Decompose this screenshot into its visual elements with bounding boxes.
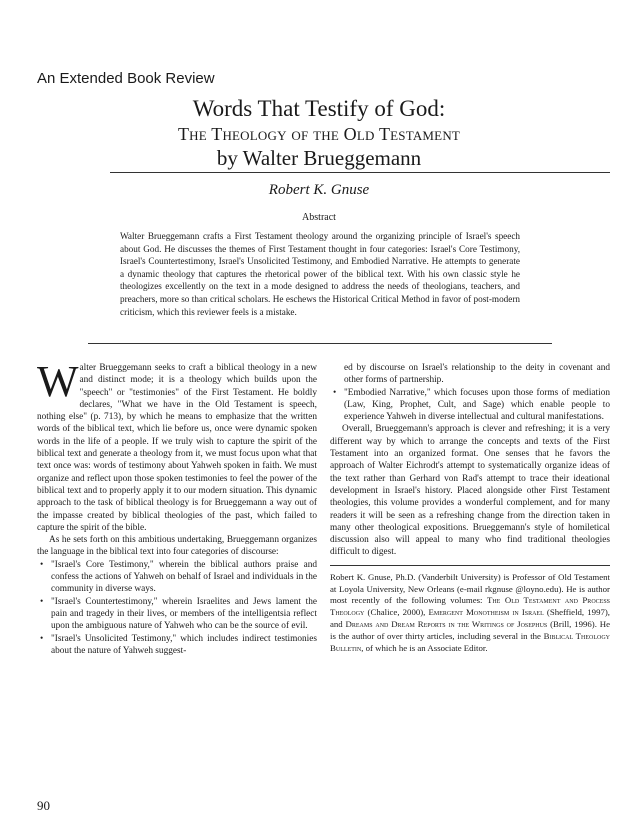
author-name: Robert K. Gnuse xyxy=(268,182,370,198)
book-title: The Old Testament and Process Theology xyxy=(330,595,610,618)
left-column xyxy=(37,357,317,657)
discourse-categories-list-cont xyxy=(330,387,610,424)
book-title: Dreams and Dream Reports in the Writings of Josephus xyxy=(345,618,548,629)
paragraph-2: As he sets forth on this ambitious undertaking, Brueggemann organizes the language in the biblical text into four categories of discourse: xyxy=(37,535,317,558)
list-item: • "Israel's Countertestimony," wherein Israelites and Jews lament the pain and tragedy in their lives, or members of the intelligentsia reflect upon the ambiguous nature of Yahweh who can be the source of evil. xyxy=(37,596,317,633)
journal-title: Biblical Theology Bulletin xyxy=(330,630,610,653)
right-column xyxy=(330,362,610,654)
title-rule xyxy=(110,172,610,173)
list-item: • "Israel's Core Testimony," wherein the biblical authors praise and confess the actions of Yahweh on behalf of Israel and individuals in the community in diverse ways. xyxy=(37,559,317,596)
list-item: • "Embodied Narrative," which focuses upon those forms of mediation (Law, King, Prophet, Cult, and Sage) which enable people to experience Yahweh in diverse intellectual and cultural manifestations. xyxy=(330,387,610,424)
overall-paragraph: Overall, Brueggemann's approach is clever and refreshing; it is a very different way by which to arrange the concepts and texts of the First Testament into an organized format. One senses that he favors the approach of Walter Eichrodt's attempt to systematically organize ideas of the text rather than Gerhard von Rad's attempt to trace their ideational development in Israel's history. Placed alongside other First Testament theologies, this volume provides a wonderful complement, and for many readers it will be seen as a refreshing change from the direction taken in many other theological expositions. Brueggemann's style of homiletical discussion also will appeal to many who find traditional theologies difficult to digest. xyxy=(330,424,610,558)
book-title: Emergent Monotheism in Israel xyxy=(428,607,544,618)
article-title xyxy=(0,96,638,170)
abstract-rule xyxy=(88,343,552,344)
intro-paragraph-text: alter Brueggemann seeks to craft a biblical theology in a new and distinct mode; it is a theology which builds upon the "speech" or "testimonies" of the First Testament. He boldly declares, "What we have in the Old Testament is speech, nothing else" (p. 713), by which he means to emphasize that the written words of the biblical text, which lie before us, once were dynamic spoken words in the life of a people. If we truly wish to capture the spirit of the biblical text and generate a theology from it, we must focus upon what that text once was: words of testimony about Yahweh spoken in faith. We must organize and reflect upon those spoken testimonies to feel the power of the biblical text and to properly apply it to our modern situation. This dynamic approach to the task of biblical theology is for Brueggemann a way out of the impasse created by biblical theologies of the past, which failed to capture the spirit of the bible. xyxy=(37,363,317,533)
bullet-continuation: ed by discourse on Israel's relationship to the deity in covenant and other forms of partnership. xyxy=(344,363,610,386)
title-line-2: The Theology of the Old Testament xyxy=(177,124,461,144)
drop-cap: W xyxy=(37,357,79,406)
list-item: • "Israel's Unsolicited Testimony," which includes indirect testimonies about the nature of Yahweh suggest- xyxy=(37,633,317,658)
intro-paragraph xyxy=(37,357,317,534)
bio-rule xyxy=(330,565,610,566)
title-line-3: by Walter Brueggemann xyxy=(216,146,422,170)
author-bio: Robert K. Gnuse, Ph.D. (Vanderbilt University) is Professor of Old Testament at Loyola University, New Orleans (e-mail rkgnuse @loyno.edu). He is author most recently of the following volumes: The Old Testament and Process Theology (Chalice, 2000), Emergent Monotheism in Israel (Sheffield, 1997), and Dreams and Dream Reports in the Writings of Josephus (Brill, 1996). He is the author of over thirty articles, including several in the Biblical Theology Bulletin, of which he is an Associate Editor. xyxy=(330,571,610,653)
discourse-categories-list xyxy=(37,559,317,657)
section-kicker: An Extended Book Review xyxy=(37,70,215,87)
title-line-1: Words That Testify of God: xyxy=(192,96,446,121)
page-number: 90 xyxy=(37,798,50,813)
abstract-heading: Abstract xyxy=(302,212,336,223)
abstract-text: Walter Brueggemann crafts a First Testament theology around the organizing principle of Israel's speech about God. He discusses the themes of First Testament thought in four categories: Israel's Core Testimony, Israel's Countertestimony, Israel's Unsolicited Testimony, and Embodied Narrative. He attempts to generate a dynamic theology that captures the rhetorical power of the biblical text. With his own classic style he theologizes excellently on the text in a mode designed to address the needs of theologians, teachers, and preachers, more so than critical scholars. He eschews the Historical Critical Method in favor of post-modern criticism, which this reviewer feels is a mistake. xyxy=(120,231,520,317)
